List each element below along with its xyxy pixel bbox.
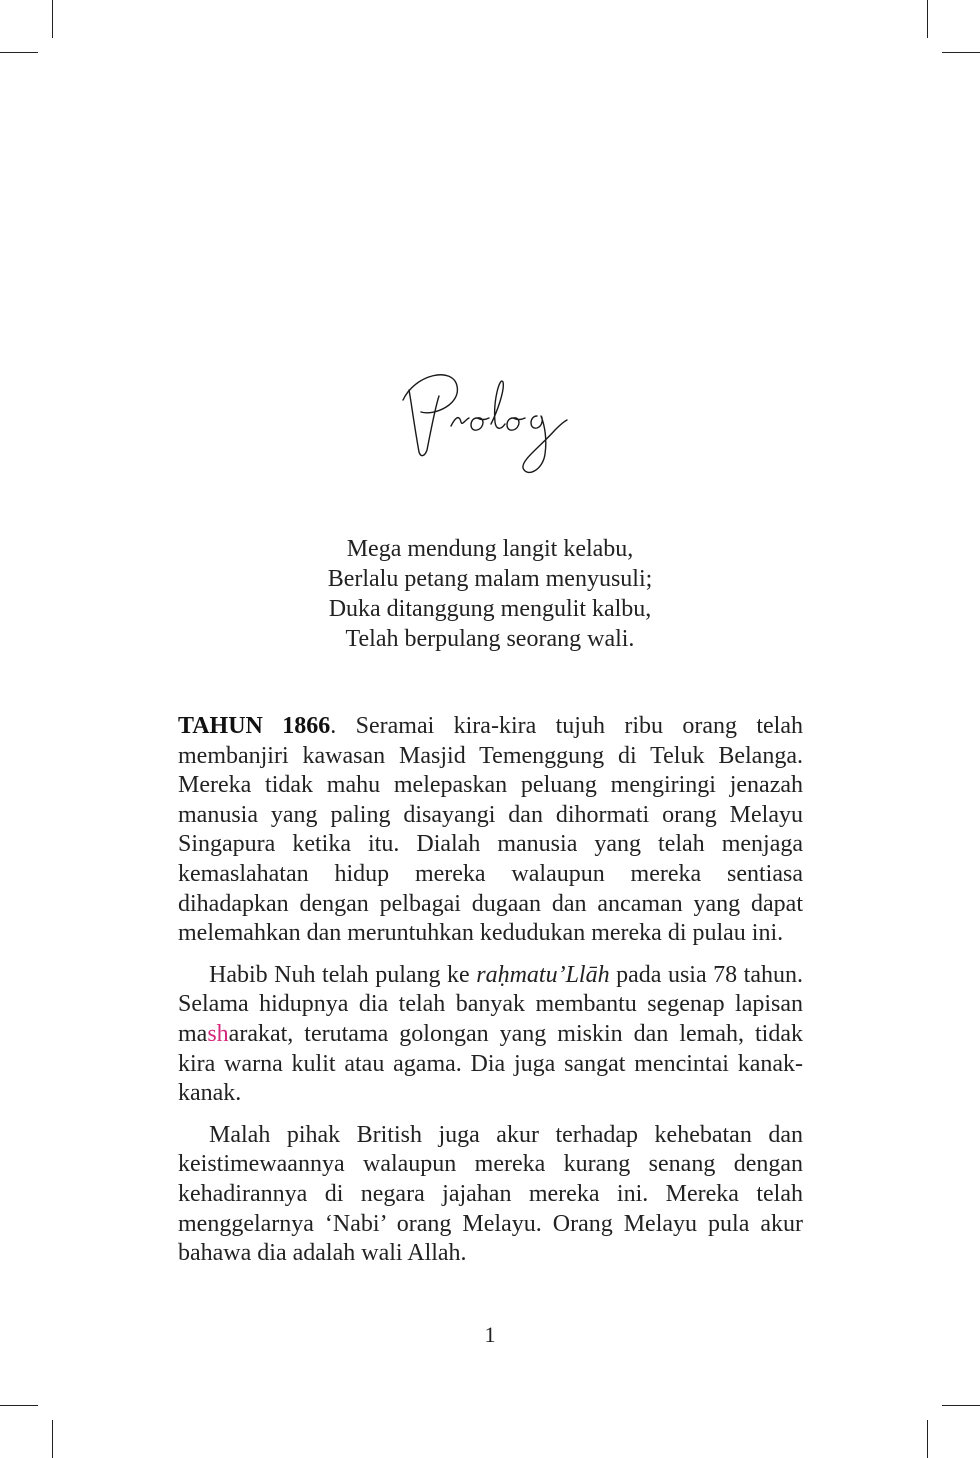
paragraph-text: arakat, terutama golongan yang miskin dan lemah, tidak kira warna kulit atau agama. Dia juga sangat mencintai kanak-kanak.: [178, 1020, 803, 1107]
italic-term: raḥmatu’Llāh: [476, 961, 610, 988]
paragraph-lead: TAHUN 1866: [178, 713, 331, 739]
paragraph-text: pada usia 78 tahun. Selama hidupnya dia telah banyak membantu segenap lapisan ma: [178, 961, 803, 1047]
crop-mark-top-right-horizontal: [942, 52, 980, 53]
highlighted-text: sh: [207, 1020, 229, 1047]
paragraph-text: Habib Nuh telah pulang ke: [209, 961, 477, 988]
crop-mark-bottom-left-vertical: [52, 1420, 53, 1458]
paragraph-2: [178, 961, 803, 1109]
paragraph-text: . Seramai kira-kira tujuh ribu orang telah membanjiri kawasan Masjid Temenggung di Teluk Belanga. Mereka tidak mahu melepaskan peluang mengiringi jenazah manusia yang paling disayangi dan dihormati orang Melayu Singapura ketika itu. Dialah manusia yang telah menjaga kemaslahatan hidup mereka walaupun mereka sentiasa dihadapkan dengan pelbagai dugaan dan ancaman yang dapat melemahkan dan meruntuhkan kedudukan mereka di pulau ini.: [178, 713, 804, 947]
poem-line: Telah berpulang seorang wali.: [345, 626, 635, 652]
body-text: [178, 712, 803, 1281]
crop-mark-bottom-right-vertical: [927, 1420, 928, 1458]
poem-line: Berlalu petang malam menyusuli;: [327, 566, 653, 592]
chapter-title: [0, 360, 980, 500]
crop-mark-top-left-vertical: [52, 0, 53, 38]
poem-line: Duka ditanggung mengulit kalbu,: [328, 596, 652, 622]
crop-mark-bottom-left-horizontal: [0, 1405, 38, 1406]
crop-mark-top-left-horizontal: [0, 52, 38, 53]
prolog-script-title: [395, 360, 585, 490]
crop-mark-top-right-vertical: [927, 0, 928, 38]
paragraph-3: Malah pihak British juga akur terhadap kehebatan dan keistimewaannya walaupun mereka kurang senang dengan kehadirannya di negara jajahan mereka ini. Mereka telah menggelarnya ‘Nabi’ orang Melayu. Orang Melayu pula akur bahawa dia adalah wali Allah.: [178, 1121, 803, 1267]
crop-mark-bottom-right-horizontal: [942, 1405, 980, 1406]
paragraph-1: [178, 712, 803, 949]
poem-line: Mega mendung langit kelabu,: [346, 536, 634, 562]
page-number: 1: [484, 1322, 496, 1347]
opening-poem: [0, 534, 980, 654]
